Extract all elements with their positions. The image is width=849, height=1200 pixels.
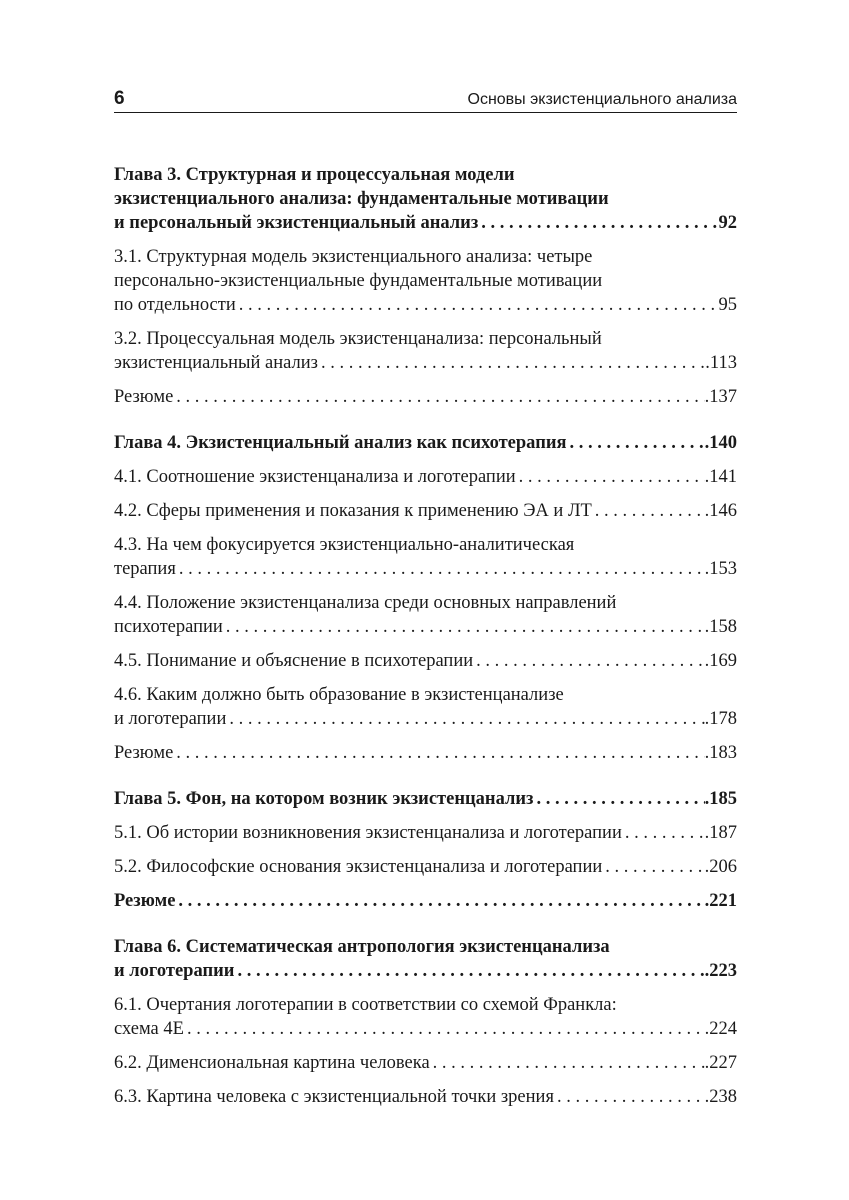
toc-section-4-1 — [114, 465, 737, 489]
dot-leader — [176, 557, 705, 581]
toc-entry-title: и персональный экзистенциальный анализ — [114, 213, 479, 233]
toc-summary-5 — [114, 889, 737, 913]
dot-leader — [592, 499, 705, 523]
toc-entry-title: и логотерапии — [114, 709, 227, 729]
toc-entry-title: Глава 5. Фон, на котором возник экзистенцанализ — [114, 789, 534, 809]
dot-leader — [622, 821, 705, 845]
toc-entry-line: 3.2. Процессуальная модель экзистенцанализа: персональный — [114, 329, 602, 349]
toc-entry-title: по отдельности — [114, 295, 236, 315]
toc-section-4-4 — [114, 591, 737, 639]
toc-entry-title: 6.2. Дименсиональная картина человека — [114, 1053, 430, 1073]
dot-leader — [567, 431, 705, 455]
toc-page-number: .113 — [705, 353, 737, 373]
toc-page-number: .183 — [704, 743, 737, 763]
running-title: Основы экзистенциального анализа — [467, 91, 737, 108]
toc-entry-title: Глава 4. Экзистенциальный анализ как психотерапия — [114, 433, 567, 453]
toc-section-3-1 — [114, 245, 737, 317]
toc-page-number: .153 — [704, 559, 737, 579]
dot-leader — [173, 741, 704, 765]
toc-entry-line: Глава 6. Систематическая антропология экзистенцанализа — [114, 937, 610, 957]
toc-page-number: .206 — [704, 857, 737, 877]
dot-leader — [473, 649, 705, 673]
dot-leader — [318, 351, 705, 375]
toc-entry-title: 4.1. Соотношение экзистенцанализа и логотерапии — [114, 467, 516, 487]
toc-entry-line: 4.3. На чем фокусируется экзистенциально-аналитическая — [114, 535, 575, 555]
toc-page-number: .137 — [704, 387, 737, 407]
toc-entry-line: 6.1. Очертания логотерапии в соответствии со схемой Франкла: — [114, 995, 617, 1015]
toc-page-number: .223 — [704, 961, 737, 981]
toc-entry-line: экзистенциального анализа: фундаментальные мотивации — [114, 189, 609, 209]
toc-entry-title: 5.2. Философские основания экзистенцанализа и логотерапии — [114, 857, 603, 877]
toc-chapter-4 — [114, 431, 737, 455]
toc-section-4-6 — [114, 683, 737, 731]
toc-section-4-5 — [114, 649, 737, 673]
toc-entry-title: схема 4E — [114, 1019, 184, 1039]
toc-page-number: .169 — [704, 651, 737, 671]
toc-entry-title: терапия — [114, 559, 176, 579]
dot-leader — [234, 959, 704, 983]
toc-entry-title: 4.5. Понимание и объяснение в психотерапии — [114, 651, 474, 671]
toc-entry-line: 3.1. Структурная модель экзистенциального анализа: четыре — [114, 247, 593, 267]
toc-entry-title: психотерапии — [114, 617, 223, 637]
toc-chapter-6 — [114, 935, 737, 983]
toc-page-number: 95 — [718, 295, 737, 315]
dot-leader — [184, 1017, 705, 1041]
toc-section-5-1 — [114, 821, 737, 845]
table-of-contents — [114, 163, 737, 1119]
toc-entry-title: 5.1. Об истории возникновения экзистенцанализа и логотерапии — [114, 823, 622, 843]
toc-page-number: .238 — [704, 1087, 737, 1107]
toc-entry-title: 4.2. Сферы применения и показания к применению ЭА и ЛТ — [114, 501, 592, 521]
toc-page-number: .158 — [704, 617, 737, 637]
toc-page-number: .185 — [704, 789, 737, 809]
toc-section-6-3 — [114, 1085, 737, 1109]
toc-page-number: .227 — [704, 1053, 737, 1073]
toc-entry-title: экзистенциальный анализ — [114, 353, 318, 373]
toc-section-4-2 — [114, 499, 737, 523]
running-header — [114, 88, 737, 113]
dot-leader — [236, 293, 719, 317]
dot-leader — [430, 1051, 705, 1075]
toc-summary-4 — [114, 741, 737, 765]
toc-section-3-2 — [114, 327, 737, 375]
toc-section-6-1 — [114, 993, 737, 1041]
toc-entry-line: 4.4. Положение экзистенцанализа среди основных направлений — [114, 593, 617, 613]
toc-page-number: .140 — [704, 433, 737, 453]
toc-section-5-2 — [114, 855, 737, 879]
toc-page-number: .224 — [704, 1019, 737, 1039]
toc-entry-title: Резюме — [114, 743, 174, 763]
toc-chapter-3 — [114, 163, 737, 235]
toc-page-number: 92 — [718, 213, 737, 233]
toc-entry-line: 4.6. Каким должно быть образование в экзистенцанализе — [114, 685, 564, 705]
dot-leader — [226, 707, 704, 731]
toc-chapter-5 — [114, 787, 737, 811]
toc-section-4-3 — [114, 533, 737, 581]
toc-page-number: .178 — [704, 709, 737, 729]
dot-leader — [533, 787, 704, 811]
toc-summary-3 — [114, 385, 737, 409]
toc-entry-title: Резюме — [114, 387, 174, 407]
dot-leader — [223, 615, 705, 639]
toc-page-number: .187 — [704, 823, 737, 843]
dot-leader — [478, 211, 718, 235]
toc-entry-line: персонально-экзистенциальные фундаментальные мотивации — [114, 271, 603, 291]
toc-entry-title: Резюме — [114, 891, 176, 911]
dot-leader — [516, 465, 705, 489]
toc-entry-title: и логотерапии — [114, 961, 235, 981]
toc-page-number: .221 — [704, 891, 737, 911]
toc-page-number: .141 — [704, 467, 737, 487]
toc-entry-line: Глава 3. Структурная и процессуальная модели — [114, 165, 515, 185]
toc-entry-title: 6.3. Картина человека с экзистенциальной точки зрения — [114, 1087, 554, 1107]
dot-leader — [554, 1085, 705, 1109]
dot-leader — [602, 855, 704, 879]
dot-leader — [175, 889, 704, 913]
toc-page-number: .146 — [704, 501, 737, 521]
dot-leader — [173, 385, 704, 409]
toc-section-6-2 — [114, 1051, 737, 1075]
page-number: 6 — [114, 88, 125, 109]
